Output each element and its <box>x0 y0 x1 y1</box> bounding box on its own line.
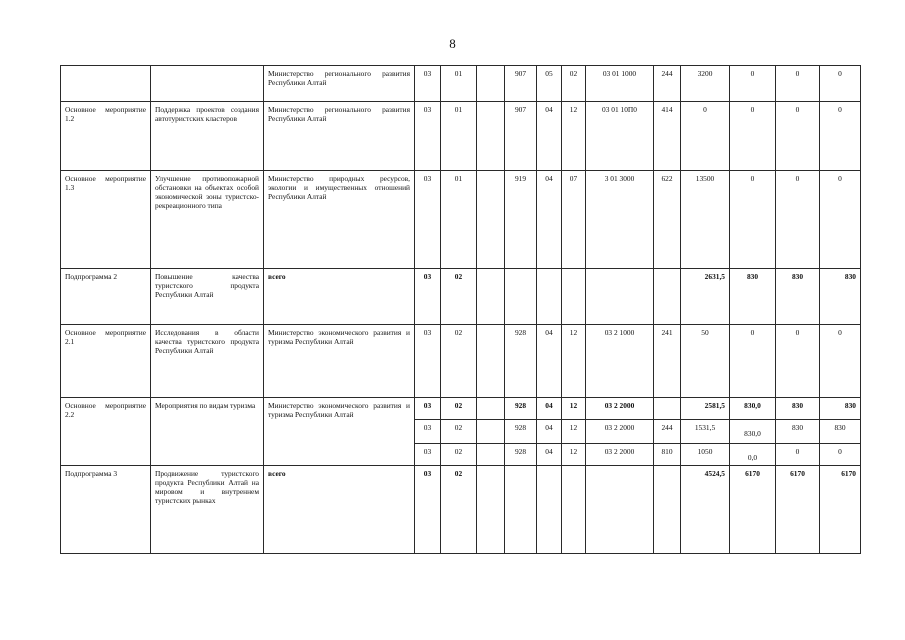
value-cell: 3200 <box>681 66 730 102</box>
code-cell: 02 <box>441 420 477 444</box>
value-cell: 0 <box>776 171 820 269</box>
page-number: 8 <box>449 36 456 51</box>
rz-cell: 04 <box>537 420 562 444</box>
code-cell <box>477 325 505 398</box>
rz-cell: 04 <box>537 171 562 269</box>
value-text: 0,0 <box>747 453 758 462</box>
value-cell: 0 <box>820 102 861 171</box>
name-cell: Повышение качества туристского продукта Республики Алтай <box>151 269 264 325</box>
rz-cell: 04 <box>537 398 562 420</box>
value-cell: 0 <box>820 444 861 466</box>
executor-cell: всего <box>264 466 415 554</box>
pr-cell <box>562 466 586 554</box>
rz-cell: 04 <box>537 444 562 466</box>
value-cell: 1531,5 <box>681 420 730 444</box>
type-cell: Основное мероприятие 2.1 <box>61 325 151 398</box>
value-cell: 830 <box>820 420 861 444</box>
type-cell: Основное мероприятие 1.3 <box>61 171 151 269</box>
grbs-cell: 928 <box>505 444 537 466</box>
name-cell: Исследования в области качества туристского продукта Республики Алтай <box>151 325 264 398</box>
csr-cell: 03 2 2000 <box>586 398 654 420</box>
rz-cell: 04 <box>537 102 562 171</box>
name-cell <box>151 66 264 102</box>
type-cell <box>61 66 151 102</box>
table-row <box>61 66 861 102</box>
executor-cell: всего <box>264 269 415 325</box>
grbs-cell <box>505 466 537 554</box>
pr-cell: 07 <box>562 171 586 269</box>
value-cell: 830 <box>820 398 861 420</box>
rz-cell: 05 <box>537 66 562 102</box>
value-cell: 50 <box>681 325 730 398</box>
pr-cell: 12 <box>562 420 586 444</box>
code-cell <box>477 398 505 420</box>
pr-cell: 12 <box>562 444 586 466</box>
value-cell: 830 <box>776 420 820 444</box>
vr-cell: 810 <box>654 444 681 466</box>
value-cell: 0 <box>776 66 820 102</box>
value-cell: 830 <box>776 398 820 420</box>
pr-cell: 02 <box>562 66 586 102</box>
value-cell: 0 <box>730 102 776 171</box>
pr-cell <box>562 269 586 325</box>
csr-cell: 03 01 1000 <box>586 66 654 102</box>
name-cell: Продвижение туристского продукта Республики Алтай на мировом и внутреннем туристских рынках <box>151 466 264 554</box>
value-cell: 2581,5 <box>681 398 730 420</box>
code-cell: 03 <box>415 66 441 102</box>
grbs-cell: 928 <box>505 420 537 444</box>
value-cell: 0 <box>776 102 820 171</box>
code-cell: 02 <box>441 325 477 398</box>
code-cell: 03 <box>415 398 441 420</box>
value-cell: 830 <box>776 269 820 325</box>
value-cell: 0 <box>730 66 776 102</box>
value-cell: 830 <box>820 269 861 325</box>
type-cell: Подпрограмма 2 <box>61 269 151 325</box>
executor-cell: Министерство регионального развития Республики Алтай <box>264 102 415 171</box>
value-cell: 4524,5 <box>681 466 730 554</box>
value-cell: 0 <box>730 325 776 398</box>
rz-cell <box>537 466 562 554</box>
type-cell: Основное мероприятие 1.2 <box>61 102 151 171</box>
code-cell: 02 <box>441 466 477 554</box>
value-text: 830,0 <box>744 429 761 438</box>
value-cell: 0 <box>820 171 861 269</box>
table-row <box>61 466 861 554</box>
value-cell <box>730 420 776 444</box>
budget-table <box>60 65 861 554</box>
code-cell: 01 <box>441 66 477 102</box>
code-cell <box>477 466 505 554</box>
csr-cell <box>586 269 654 325</box>
value-cell: 6170 <box>820 466 861 554</box>
vr-cell <box>654 269 681 325</box>
value-cell: 2631,5 <box>681 269 730 325</box>
table-row <box>61 102 861 171</box>
code-cell: 02 <box>441 444 477 466</box>
value-cell <box>730 444 776 466</box>
value-cell: 0 <box>820 325 861 398</box>
csr-cell <box>586 466 654 554</box>
vr-cell: 622 <box>654 171 681 269</box>
executor-cell: Министерство экономического развития и туризма Республики Алтай <box>264 398 415 466</box>
grbs-cell <box>505 269 537 325</box>
type-cell: Основное мероприятие 2.2 <box>61 398 151 466</box>
value-cell: 0 <box>776 325 820 398</box>
csr-cell: 03 01 10П0 <box>586 102 654 171</box>
table-row <box>61 325 861 398</box>
value-cell: 13500 <box>681 171 730 269</box>
vr-cell <box>654 466 681 554</box>
vr-cell: 414 <box>654 102 681 171</box>
executor-cell: Министерство регионального развития Республики Алтай <box>264 66 415 102</box>
vr-cell <box>654 398 681 420</box>
code-cell <box>477 420 505 444</box>
pr-cell: 12 <box>562 325 586 398</box>
code-cell <box>477 269 505 325</box>
value-cell: 6170 <box>776 466 820 554</box>
value-cell: 0 <box>820 66 861 102</box>
code-cell: 03 <box>415 171 441 269</box>
value-cell: 830 <box>730 269 776 325</box>
table-row <box>61 398 861 420</box>
pr-cell: 12 <box>562 398 586 420</box>
type-cell: Подпрограмма 3 <box>61 466 151 554</box>
code-cell: 03 <box>415 466 441 554</box>
value-cell: 0 <box>730 171 776 269</box>
code-cell: 02 <box>441 269 477 325</box>
name-cell: Мероприятия по видам туризма <box>151 398 264 466</box>
rz-cell <box>537 269 562 325</box>
grbs-cell: 907 <box>505 102 537 171</box>
vr-cell: 241 <box>654 325 681 398</box>
value-cell: 0 <box>681 102 730 171</box>
table-row <box>61 269 861 325</box>
code-cell <box>477 444 505 466</box>
vr-cell: 244 <box>654 420 681 444</box>
name-cell: Поддержка проектов создания автотуристских кластеров <box>151 102 264 171</box>
vr-cell: 244 <box>654 66 681 102</box>
code-cell: 03 <box>415 420 441 444</box>
executor-cell: Министерство природных ресурсов, экологии и имущественных отношений Республики Алтай <box>264 171 415 269</box>
code-cell: 01 <box>441 171 477 269</box>
code-cell: 03 <box>415 325 441 398</box>
code-cell: 03 <box>415 444 441 466</box>
csr-cell: 3 01 3000 <box>586 171 654 269</box>
csr-cell: 03 2 2000 <box>586 420 654 444</box>
grbs-cell: 907 <box>505 66 537 102</box>
grbs-cell: 919 <box>505 171 537 269</box>
table-row <box>61 171 861 269</box>
code-cell <box>477 171 505 269</box>
code-cell: 03 <box>415 269 441 325</box>
code-cell: 01 <box>441 102 477 171</box>
code-cell: 02 <box>441 398 477 420</box>
value-cell: 6170 <box>730 466 776 554</box>
grbs-cell: 928 <box>505 398 537 420</box>
code-cell <box>477 66 505 102</box>
csr-cell: 03 2 2000 <box>586 444 654 466</box>
value-cell: 0 <box>776 444 820 466</box>
executor-cell: Министерство экономического развития и туризма Республики Алтай <box>264 325 415 398</box>
value-cell: 1050 <box>681 444 730 466</box>
code-cell: 03 <box>415 102 441 171</box>
code-cell <box>477 102 505 171</box>
name-cell: Улучшение противопожарной обстановки на объектах особой экономической зоны туристско-рекреационного типа <box>151 171 264 269</box>
grbs-cell: 928 <box>505 325 537 398</box>
csr-cell: 03 2 1000 <box>586 325 654 398</box>
pr-cell: 12 <box>562 102 586 171</box>
rz-cell: 04 <box>537 325 562 398</box>
value-cell: 830,0 <box>730 398 776 420</box>
